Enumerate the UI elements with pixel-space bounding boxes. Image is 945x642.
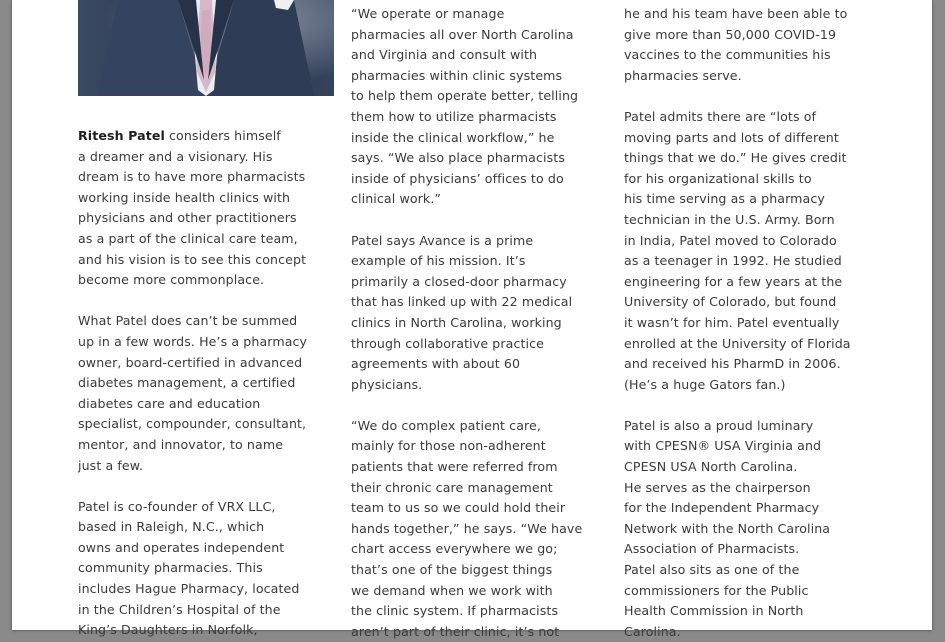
text-line: commissioners for the Public [624, 582, 809, 598]
text-line: King’s Daughters in Norfolk, [78, 622, 258, 638]
text-line: Patel says Avance is a prime [351, 232, 534, 248]
text-line: University of Colorado, but found [624, 294, 837, 310]
text-line: inside of physicians’ offices to do [351, 170, 564, 186]
text-line: we demand when we work with [351, 582, 553, 598]
text-line: What Patel does can’t be summed [78, 313, 298, 329]
magazine-page [12, 0, 932, 639]
article-column-1 [78, 0, 340, 641]
text-line: working inside health clinics with [78, 189, 291, 205]
text-line: Network with the North Carolina [624, 520, 831, 536]
text-line: physicians. [351, 376, 423, 392]
text-line: primarily a closed-door pharmacy [351, 273, 567, 289]
text-line: for the Independent Pharmacy [624, 500, 820, 516]
text-line: example of his mission. It’s [351, 253, 526, 269]
text-line: a dreamer and a visionary. His [78, 148, 273, 164]
text-line: with CPESN® USA Virginia and [624, 438, 822, 454]
text-line: that has linked up with 22 medical [351, 294, 573, 310]
text-line: as a part of the clinical care team, [78, 230, 298, 246]
text-line: Patel is co-founder of VRX LLC, [78, 498, 276, 514]
paragraph [78, 311, 340, 476]
text-line: in the Children’s Hospital of the [78, 601, 281, 617]
text-line: things that we do.” He gives credit [624, 150, 847, 166]
text-line: just a few. [78, 457, 144, 473]
text-line: clinical work.” [351, 191, 442, 207]
subject-name: Ritesh Patel [78, 128, 165, 143]
article-column-2 [351, 0, 613, 642]
text-line: team to us so we could hold their [351, 500, 566, 516]
text-line: community pharmacies. This [78, 560, 263, 576]
text-line: based in Raleigh, N.C., which [78, 519, 265, 535]
text-line: CPESN USA North Carolina. [624, 459, 798, 475]
text-line: (He’s a huge Gators fan.) [624, 376, 786, 392]
text-line: owns and operates independent [78, 539, 285, 555]
text-line: and received his PharmD in 2006. [624, 356, 841, 372]
text-line: Patel is also a proud luminary [624, 417, 814, 433]
article-column-3 [624, 0, 886, 642]
text-line: pharmacies serve. [624, 67, 742, 83]
text-line: specialist, compounder, consultant, [78, 416, 307, 432]
text-line: Health Commission in North [624, 603, 804, 619]
text-line: inside the clinical workflow,” he [351, 129, 555, 145]
text-line: in India, Patel moved to Colorado [624, 232, 837, 248]
text-line: He serves as the chairperson [624, 479, 811, 495]
text-line: clinics in North Carolina, working [351, 314, 562, 330]
text-line: and his vision is to see this concept [78, 251, 307, 267]
text-line: mentor, and innovator, to name [78, 436, 284, 452]
text-line: become more commonplace. [78, 272, 265, 288]
text-line: patients that were referred from [351, 459, 558, 475]
text-line: enrolled at the University of Florida [624, 335, 851, 351]
text-line: Carolina. [624, 623, 681, 639]
text-line: engineering for a few years at the [624, 273, 843, 289]
text-line: mainly for those non-adherent [351, 438, 546, 454]
text-line: diabetes care and education [78, 395, 261, 411]
text-line: it wasn’t for him. Patel eventually [624, 314, 840, 330]
text-line: pharmacies within clinic systems [351, 67, 563, 83]
text-line: give more than 50,000 COVID-19 [624, 26, 837, 42]
text-line: his time serving as a pharmacy [624, 191, 825, 207]
text-line: the clinic system. If pharmacists [351, 603, 559, 619]
text-line: that’s one of the biggest things [351, 562, 553, 578]
text-line: Association of Pharmacists. [624, 541, 800, 557]
text-line: he and his team have been able to [624, 6, 848, 21]
text-line: moving parts and lots of different [624, 129, 839, 145]
text-line: “We operate or manage [351, 6, 505, 21]
text-line: through collaborative practice [351, 335, 544, 351]
text-line: up in a few words. He’s a pharmacy [78, 333, 308, 349]
paragraph [351, 231, 613, 396]
intro-lead-line [78, 126, 340, 147]
text-line: technician in the U.S. Army. Born [624, 211, 835, 227]
text-line: chart access everywhere we go; [351, 541, 558, 557]
text-line: “We do complex patient care, [351, 417, 541, 433]
paragraph [351, 4, 613, 210]
text-line: dream is to have more pharmacists [78, 169, 306, 185]
text-line: them how to utilize pharmacists [351, 108, 557, 124]
text-line: aren’t part of their clinic, it’s not [351, 623, 560, 639]
paragraph [624, 107, 886, 395]
paragraph [624, 416, 886, 642]
text-line: pharmacies all over North Carolina [351, 26, 574, 42]
text-line: includes Hague Pharmacy, located [78, 581, 300, 597]
text-line: agreements with about 60 [351, 356, 521, 372]
text-line: their chronic care management [351, 479, 553, 495]
text-line: says. “We also place pharmacists [351, 150, 565, 166]
lead-text: considers himself [164, 128, 281, 143]
text-line: to help them operate better, telling [351, 88, 579, 104]
text-line: as a teenager in 1992. He studied [624, 253, 842, 269]
text-line: for his organizational skills to [624, 170, 812, 186]
text-line: owner, board-certified in advanced [78, 354, 303, 370]
text-line: diabetes management, a certified [78, 375, 296, 391]
text-line: Patel admits there are “lots of [624, 108, 817, 124]
paragraph [78, 497, 340, 641]
text-line: hands together,” he says. “We have [351, 520, 583, 536]
text-line: Patel also sits as one of the [624, 562, 800, 578]
text-line: vaccines to the communities his [624, 47, 831, 63]
text-line: physicians and other practitioners [78, 210, 297, 226]
paragraph-intro [78, 126, 340, 291]
paragraph [351, 416, 613, 642]
text-line: and Virginia and consult with [351, 47, 538, 63]
paragraph [624, 4, 886, 86]
